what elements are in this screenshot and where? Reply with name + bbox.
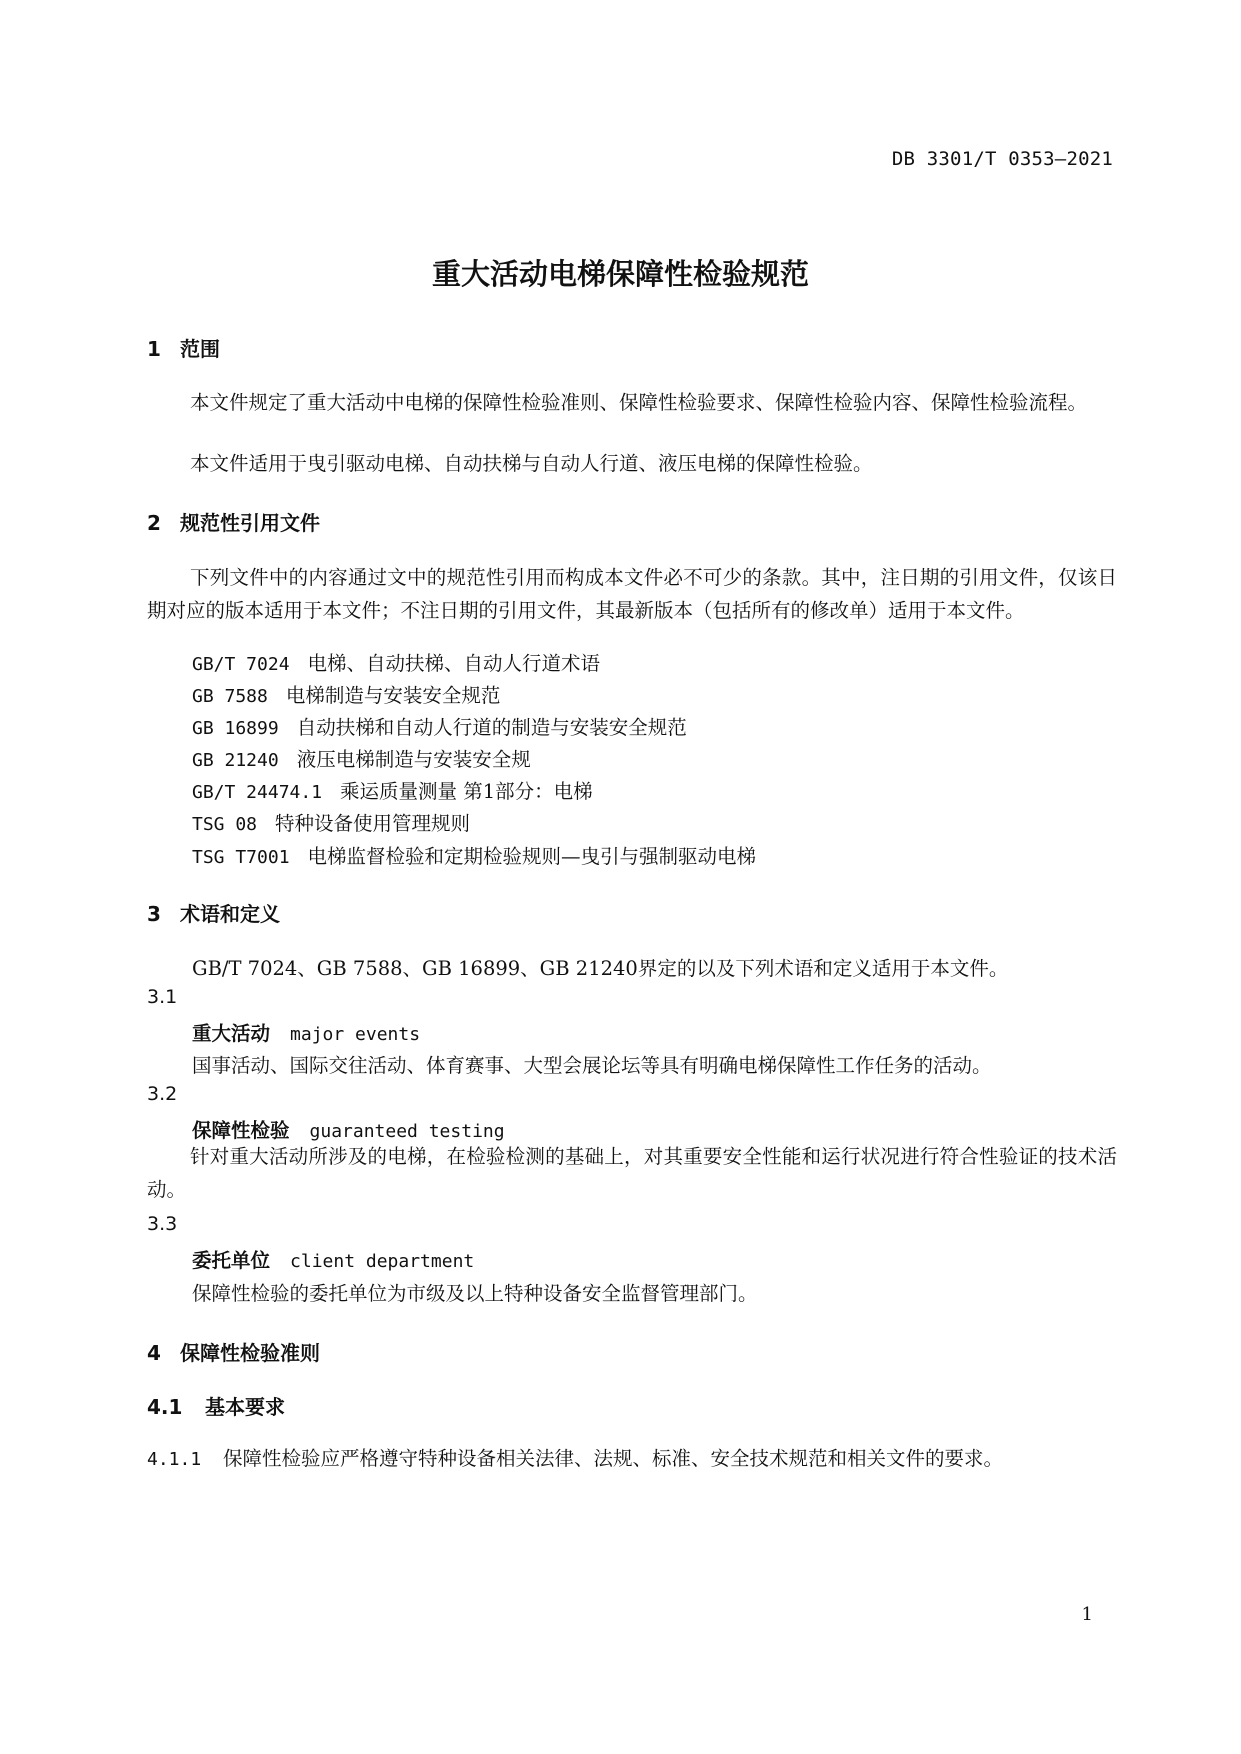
section-number: 2 bbox=[147, 511, 161, 535]
term-entry bbox=[192, 1245, 474, 1273]
document-title: 重大活动电梯保障性检验规范 bbox=[431, 257, 809, 291]
reference-code: GB 16899 bbox=[192, 718, 279, 739]
reference-item bbox=[192, 808, 470, 836]
section-number: 1 bbox=[147, 337, 161, 361]
section-1-heading bbox=[147, 333, 220, 362]
reference-item bbox=[192, 712, 687, 740]
subsection-number: 4.1 bbox=[147, 1395, 183, 1419]
clause-4-1-1 bbox=[147, 1443, 1003, 1471]
reference-code: TSG 08 bbox=[192, 814, 258, 835]
clause-text: 保障性检验应严格遵守特种设备相关法律、法规、标准、安全技术规范和相关文件的要求。 bbox=[223, 1447, 1004, 1470]
section-3-intro: GB/T 7024、GB 7588、GB 16899、GB 21240界定的以及下列术语和定义适用于本文件。 bbox=[192, 957, 1009, 980]
term-entry bbox=[192, 1115, 505, 1143]
term-english: client department bbox=[290, 1251, 475, 1272]
reference-title: 电梯监督检验和定期检验规则—曳引与强制驱动电梯 bbox=[307, 845, 757, 868]
term-definition: 保障性检验的委托单位为市级及以上特种设备安全监督管理部门。 bbox=[192, 1282, 758, 1305]
reference-title: 特种设备使用管理规则 bbox=[275, 812, 471, 835]
term-english: guaranteed testing bbox=[309, 1121, 505, 1142]
reference-item bbox=[192, 776, 593, 804]
reference-code: GB/T 24474.1 bbox=[192, 782, 323, 803]
section-title: 规范性引用文件 bbox=[180, 511, 320, 535]
subsection-4-1-heading bbox=[147, 1391, 285, 1420]
section-title: 保障性检验准则 bbox=[180, 1341, 320, 1365]
subsection-title: 基本要求 bbox=[205, 1395, 285, 1419]
reference-item bbox=[192, 841, 756, 869]
section-2-heading bbox=[147, 507, 320, 536]
section-3-heading bbox=[147, 898, 280, 927]
reference-title: 自动扶梯和自动人行道的制造与安装安全规范 bbox=[296, 716, 687, 739]
term-number: 3.2 bbox=[147, 1083, 178, 1105]
reference-title: 乘运质量测量 第1部分：电梯 bbox=[340, 780, 593, 803]
term-definition: 针对重大活动所涉及的电梯，在检验检测的基础上，对其重要安全性能和运行状况进行符合性验证的技术活动。 bbox=[147, 1145, 1117, 1201]
section-1-paragraph-2: 本文件适用于曳引驱动电梯、自动扶梯与自动人行道、液压电梯的保障性检验。 bbox=[190, 452, 873, 475]
term-chinese: 委托单位 bbox=[192, 1249, 271, 1272]
term-definition: 国事活动、国际交往活动、体育赛事、大型会展论坛等具有明确电梯保障性工作任务的活动。 bbox=[192, 1054, 992, 1077]
reference-item bbox=[192, 648, 600, 676]
reference-item bbox=[192, 680, 500, 708]
reference-code: GB 21240 bbox=[192, 750, 279, 771]
term-english: major events bbox=[290, 1024, 421, 1045]
section-title: 术语和定义 bbox=[180, 902, 280, 926]
term-number: 3.1 bbox=[147, 986, 178, 1008]
document-code: DB 3301/T 0353—2021 bbox=[891, 148, 1113, 170]
term-entry bbox=[192, 1018, 420, 1046]
clause-number: 4.1.1 bbox=[147, 1449, 202, 1470]
section-number: 3 bbox=[147, 902, 161, 926]
reference-title: 液压电梯制造与安装安全规 bbox=[296, 748, 531, 771]
term-number: 3.3 bbox=[147, 1213, 178, 1235]
section-number: 4 bbox=[147, 1341, 161, 1365]
term-chinese: 重大活动 bbox=[192, 1022, 271, 1045]
term-chinese: 保障性检验 bbox=[192, 1119, 290, 1142]
reference-code: GB/T 7024 bbox=[192, 654, 290, 675]
reference-code: GB 7588 bbox=[192, 686, 268, 707]
section-4-heading bbox=[147, 1337, 320, 1366]
section-title: 范围 bbox=[180, 337, 220, 361]
reference-title: 电梯、自动扶梯、自动人行道术语 bbox=[307, 652, 601, 675]
section-2-intro: 下列文件中的内容通过文中的规范性引用而构成本文件必不可少的条款。其中，注日期的引用文件，仅该日期对应的版本适用于本文件；不注日期的引用文件，其最新版本（包括所有的修改单）适用于本文件。 bbox=[147, 566, 1117, 622]
reference-code: TSG T7001 bbox=[192, 847, 290, 868]
page-number: 1 bbox=[1081, 1604, 1093, 1625]
reference-title: 电梯制造与安装安全规范 bbox=[285, 684, 501, 707]
reference-item bbox=[192, 744, 531, 772]
section-1-paragraph-1: 本文件规定了重大活动中电梯的保障性检验准则、保障性检验要求、保障性检验内容、保障性检验流程。 bbox=[190, 391, 1088, 414]
